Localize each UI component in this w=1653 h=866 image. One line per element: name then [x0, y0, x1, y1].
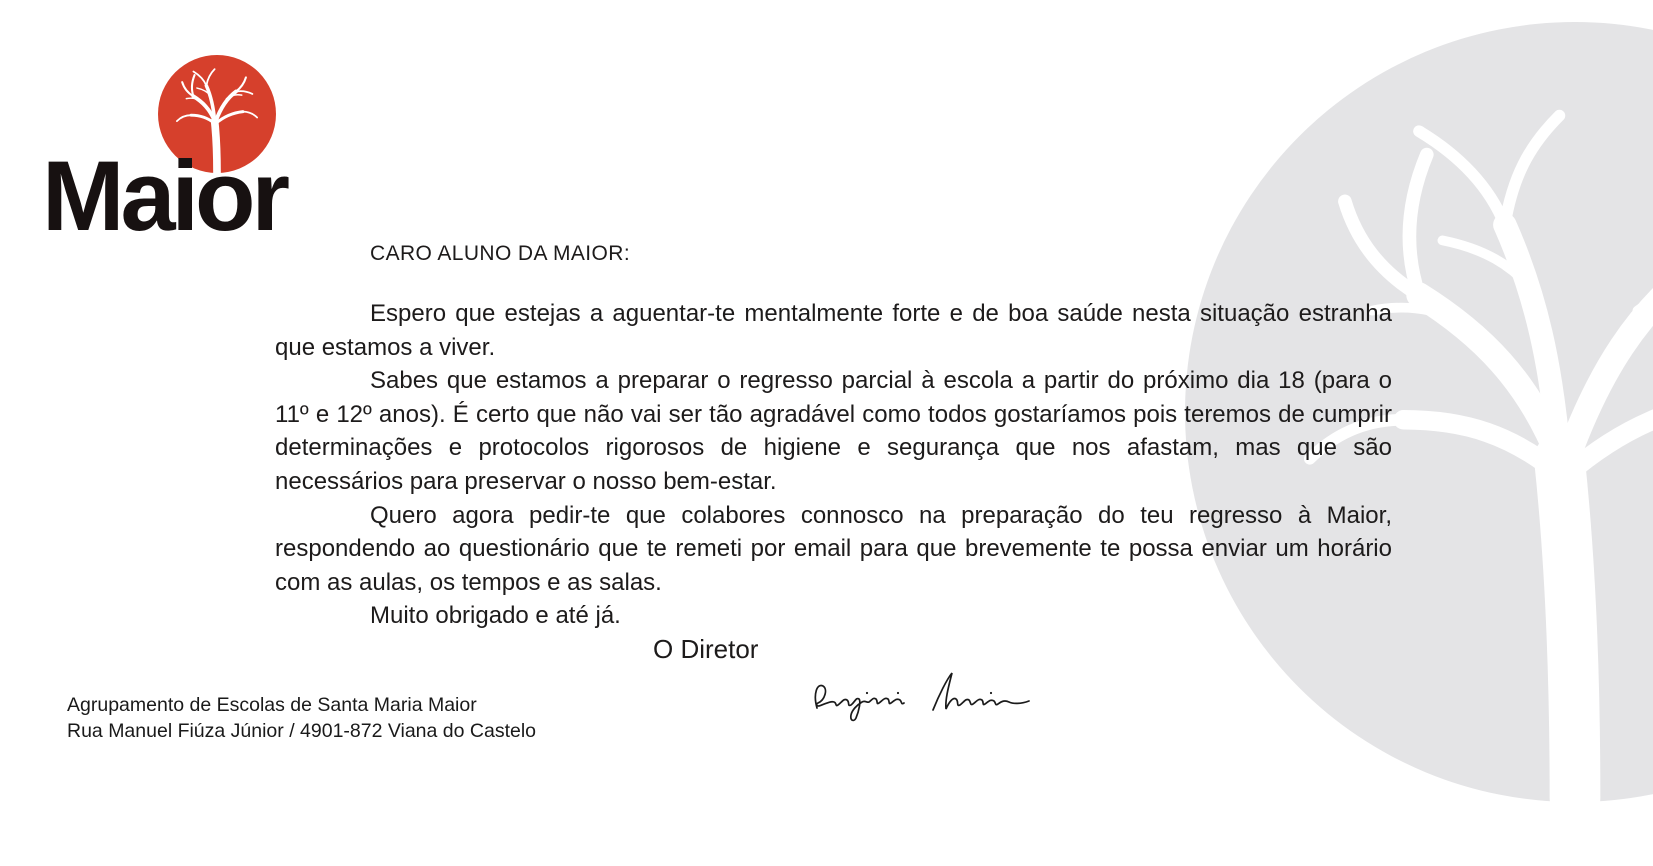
school-address — [67, 692, 536, 744]
salutation: CARO ALUNO DA MAIOR: — [370, 242, 631, 265]
signoff-title: O Diretor — [653, 633, 759, 664]
director-signature — [805, 670, 1050, 728]
address-line-2: Rua Manuel Fiúza Júnior / 4901-872 Viana do Castelo — [67, 720, 537, 742]
paragraph-1: Espero que estejas a aguentar-te mentalmente forte e de boa saúde nesta situação estranha que estamos a viver. — [275, 300, 1392, 361]
paragraph-2: Sabes que estamos a preparar o regresso parcial à escola a partir do próximo dia 18 (para o 11º e 12º anos). É certo que não vai ser tão agradável como todos gostaríamos pois teremos de cumprir determinações e protocolos rigorosos de higiene e segurança que nos afastam, mas que são necessários para preservar o nosso bem-estar. — [275, 367, 1392, 495]
paragraph-3: Quero agora pedir-te que colabores connosco na preparação do teu regresso à Maior, respondendo ao questionário que te remeti por email para que brevemente te possa enviar um horário com as aulas, os tempos e as salas. — [275, 501, 1392, 596]
logo-wordmark: Maior — [42, 140, 287, 251]
address-line-1: Agrupamento de Escolas de Santa Maria Maior — [67, 694, 477, 716]
closing-line: Muito obrigado e até já. — [370, 602, 621, 630]
letter-body — [275, 242, 1392, 667]
